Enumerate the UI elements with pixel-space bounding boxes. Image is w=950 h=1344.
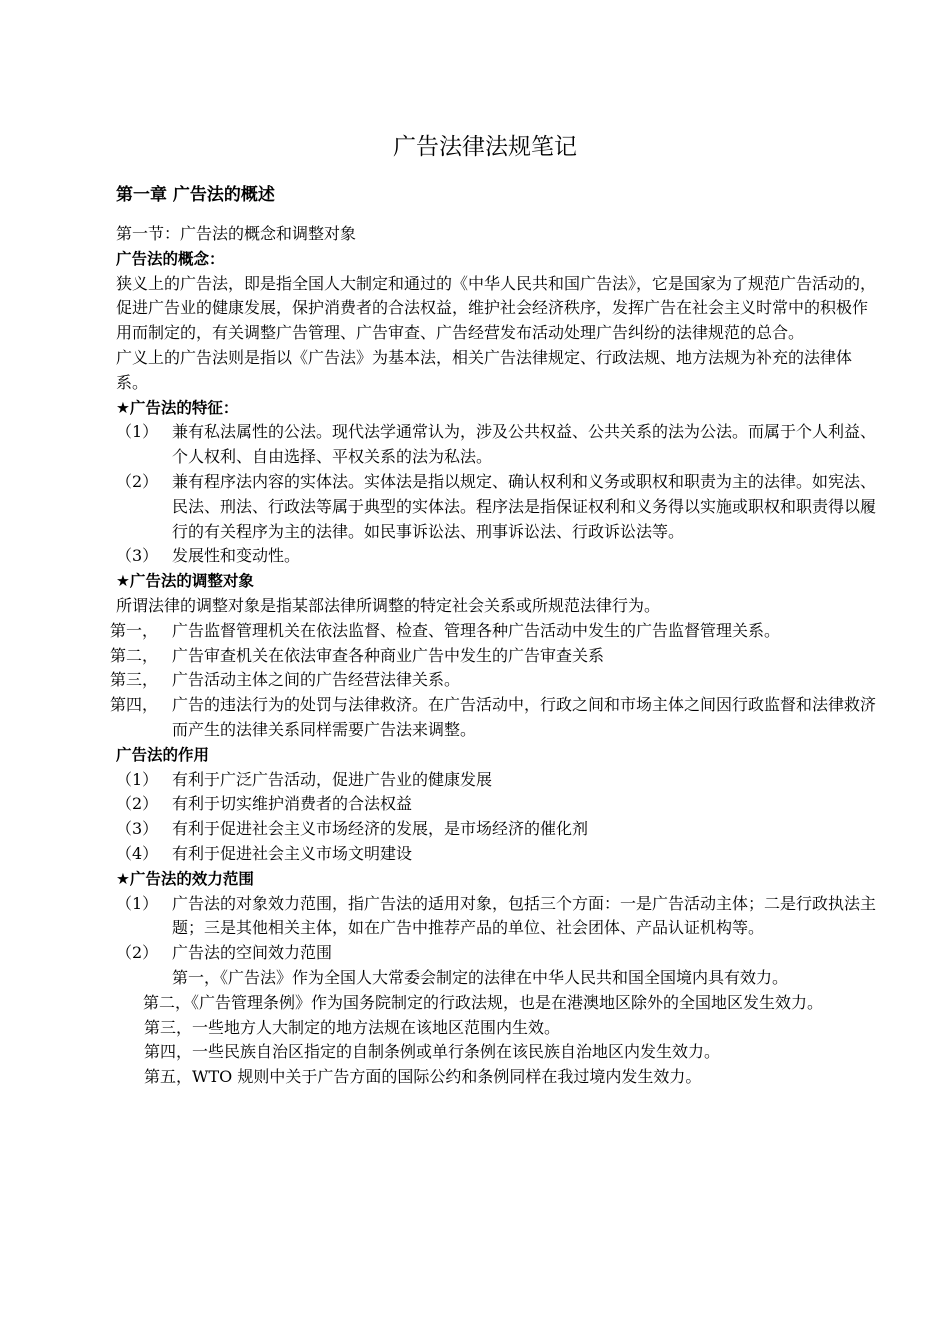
list-number: 第二， — [110, 645, 159, 665]
list-item — [116, 544, 876, 569]
list-item — [110, 693, 877, 743]
list-number: （4） — [116, 843, 159, 863]
list-number: 第三， — [110, 670, 159, 690]
list-text: 广告活动主体之间的广告经营法律关系。 — [172, 670, 461, 690]
list-item — [116, 892, 876, 942]
list-item — [116, 842, 876, 867]
list-text: 有利于切实维护消费者的合法权益 — [172, 794, 413, 814]
list-number: （3） — [116, 819, 159, 839]
list-text: 广告审查机关在依法审查各种商业广告中发生的广告审查关系 — [172, 645, 605, 665]
roles-heading: 广告法的作用 — [116, 745, 210, 764]
objects-intro: 所谓法律的调整对象是指某部法律所调整的特定社会关系或所规范法律行为。 — [116, 595, 661, 615]
list-text: 广告法的对象效力范围，指广告法的适用对象，包括三个方面：一是广告活动主体；二是行政执法主题；三是其他相关主体，如在广告中推荐产品的单位、社会团体、产品认证机构等。 — [172, 893, 877, 938]
spatial-item: 第一，《广告法》作为全国人大常委会制定的法律在中华人民共和国全国境内具有效力。 — [172, 967, 789, 987]
list-number: 第四， — [110, 695, 159, 715]
list-item — [110, 619, 876, 644]
list-item — [116, 817, 876, 842]
document-title: 广告法律法规笔记 — [393, 134, 577, 160]
list-number: （2） — [116, 471, 159, 491]
list-item — [116, 941, 876, 966]
scope-heading: ★广告法的效力范围 — [116, 869, 254, 888]
list-text: 发展性和变动性。 — [172, 546, 301, 566]
spatial-item: 第二，《广告管理条例》作为国务院制定的行政法规，也是在港澳地区除外的全国地区发生效力。 — [143, 992, 824, 1012]
list-text: 广告法的空间效力范围 — [172, 943, 333, 963]
list-number: （2） — [116, 794, 159, 814]
list-item — [116, 768, 876, 793]
list-text: 有利于促进社会主义市场文明建设 — [172, 843, 413, 863]
list-item — [116, 792, 876, 817]
spatial-item: 第五，WTO 规则中关于广告方面的国际公约和条例同样在我过境内发生效力。 — [144, 1067, 702, 1087]
list-text: 广告监督管理机关在依法监督、检查、管理各种广告活动中发生的广告监督管理关系。 — [172, 620, 781, 640]
features-heading: ★广告法的特征： — [116, 398, 239, 417]
list-item — [116, 470, 876, 544]
spatial-item: 第三，一些地方人大制定的地方法规在该地区范围内生效。 — [144, 1017, 561, 1037]
concept-paragraph-narrow: 狭义上的广告法，即是指全国人大制定和通过的《中华人民共和国广告法》，它是国家为了规范广告活动的，促进广告业的健康发展，保护消费者的合法权益，维护社会经济秩序，发挥广告在社会主义时常中的积极作用而制定的，有关调整广告管理、广告审查、广告经营发布活动处理广告纠纷的法律规范的总合。 — [116, 273, 877, 343]
list-text: 兼有私法属性的公法。现代法学通常认为，涉及公共权益、公共关系的法为公法。而属于个人利益、个人权利、自由选择、平权关系的法为私法。 — [172, 422, 877, 467]
objects-heading: ★广告法的调整对象 — [116, 572, 254, 591]
concept-heading: 广告法的概念： — [116, 249, 225, 268]
concept-paragraph-broad: 广义上的广告法则是指以《广告法》为基本法，相关广告法律规定、行政法规、地方法规为补充的法律体系。 — [116, 347, 853, 392]
list-text: 有利于广泛广告活动，促进广告业的健康发展 — [172, 769, 493, 789]
list-number: （1） — [116, 769, 159, 789]
list-text: 兼有程序法内容的实体法。实体法是指以规定、确认权利和义务或职权和职责为主的法律。如宪法、民法、刑法、行政法等属于典型的实体法。程序法是指保证权利和义务得以实施或职权和职责得以履行的有关程序为主的法律。如民事诉讼法、刑事诉讼法、行政诉讼法等。 — [172, 471, 877, 541]
list-number: 第一， — [110, 620, 159, 640]
document-body — [110, 222, 877, 1090]
list-item — [110, 668, 876, 693]
list-number: （3） — [116, 546, 159, 566]
list-number: （1） — [116, 893, 159, 913]
list-item — [116, 420, 876, 470]
spatial-item: 第四，一些民族自治区指定的自制条例或单行条例在该民族自治地区内发生效力。 — [144, 1042, 721, 1062]
list-text: 有利于促进社会主义市场经济的发展，是市场经济的催化剂 — [172, 819, 589, 839]
chapter-heading: 第一章 广告法的概述 — [116, 185, 275, 205]
list-number: （2） — [116, 943, 159, 963]
section-heading: 第一节：广告法的概念和调整对象 — [116, 224, 357, 243]
list-number: （1） — [116, 422, 159, 442]
list-item — [110, 644, 876, 669]
list-text: 广告的违法行为的处罚与法律救济。在广告活动中，行政之间和市场主体之间因行政监督和法律救济而产生的法律关系同样需要广告法来调整。 — [172, 695, 877, 739]
